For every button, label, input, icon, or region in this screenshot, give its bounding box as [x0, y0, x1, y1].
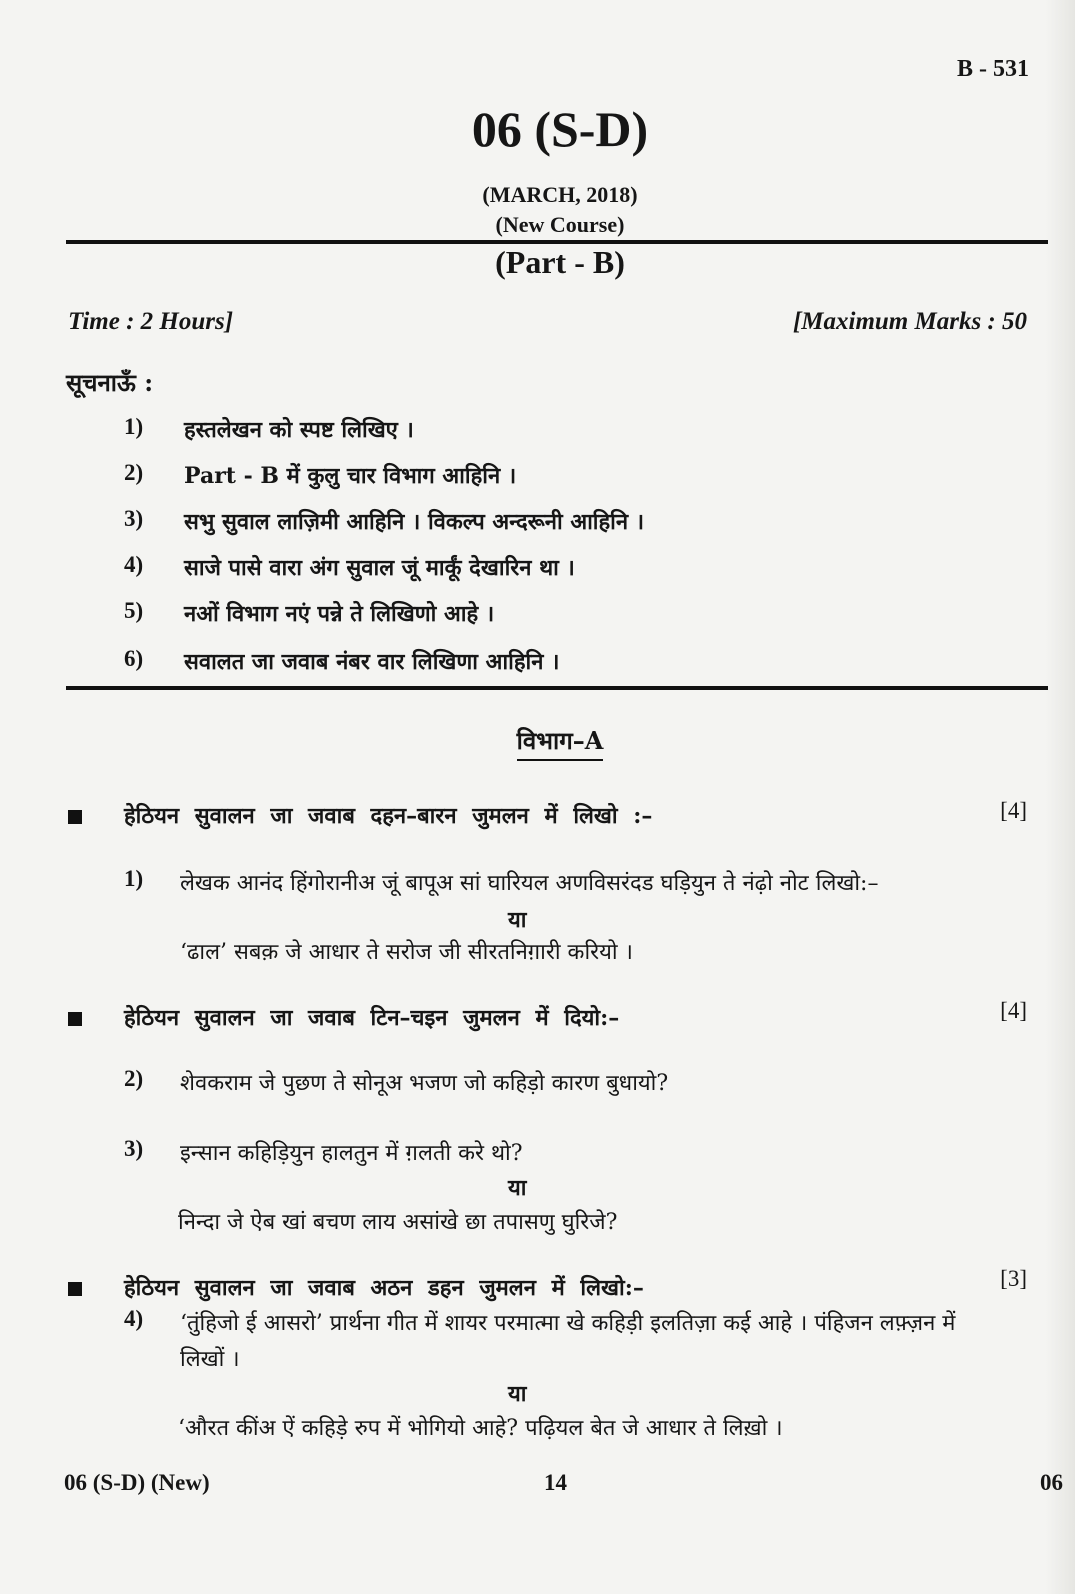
alternate-question-text: ‘ढाल’ सबक़ जे आधार ते सरोज जी सीरतनिग़ारी करियो । — [180, 940, 633, 965]
section-title — [0, 724, 1075, 757]
exam-month: (MARCH, 2018) — [482, 182, 638, 207]
question-number: 1) — [124, 866, 144, 891]
bullet-icon — [68, 810, 82, 824]
instruction-number: 5) — [124, 598, 144, 623]
instruction-text: सभु सुवाल लाज़िमी आहिनि । विकल्प अन्दरूनी आहिनि । — [184, 509, 645, 535]
alternate-question-text: निन्दा जे ऐब खां बचण लाय असांखे छा तपासणु घुरिजे? — [178, 1210, 618, 1235]
instruction-item — [124, 506, 644, 536]
paper-title: 06 (S-D) — [471, 101, 649, 157]
instruction-item — [124, 414, 414, 444]
page-edge — [1045, 0, 1075, 1594]
question-number: 2) — [124, 1066, 144, 1091]
bullet-icon — [68, 1282, 82, 1296]
section-title-text: विभाग–A — [517, 726, 604, 761]
paper-code: B - 531 — [957, 56, 1029, 82]
or-label: या — [508, 907, 527, 933]
bullet-icon — [68, 1012, 82, 1026]
instruction-item — [124, 646, 559, 676]
marks-label: [3] — [1000, 1266, 1027, 1291]
or-label: या — [508, 1175, 527, 1201]
instruction-text: नओं विभाग नएं पन्ने ते लिखिणो आहे । — [184, 601, 495, 627]
instruction-text: Part - B में कुलु चार विभाग आहिनि । — [184, 463, 517, 489]
question-text: इन्सान कहिड़ियुन हालतुन में ग़लती करे थो? — [180, 1141, 523, 1166]
question-item — [124, 1066, 984, 1102]
footer-paper-code: 06 (S-D) (New) — [64, 1470, 210, 1495]
or-label: या — [508, 1381, 527, 1407]
instruction-number: 6) — [124, 646, 144, 671]
instruction-text: हस्तलेखन को स्पष्ट लिखिए । — [184, 417, 414, 443]
alternate-question-text: ‘औरत कींअ ऐं कहिड़े रुप में भोगियो आहे? पढ़ियल बेत जे आधार ते लिख़ो । — [178, 1416, 783, 1441]
question-item — [124, 866, 1004, 902]
instruction-number: 1) — [124, 414, 144, 439]
question-number: 4) — [124, 1306, 144, 1331]
footer-next-page-code: 06 — [1040, 1470, 1063, 1495]
instruction-number: 3) — [124, 506, 144, 531]
question-text: ‘तुंहिजो ई आसरो’ प्रार्थना गीत में शायर परमात्मा खे कहिड़ी इलतिज़ा कई आहे । पंहिजन लफ़्ज़न में लिखों । — [180, 1311, 956, 1372]
question-item — [124, 1136, 984, 1172]
instructions-heading: सूचनाऊँ : — [66, 368, 154, 397]
part-label: (Part - B) — [495, 244, 625, 280]
time-limit: Time : 2 Hours] — [68, 308, 234, 335]
question-number: 3) — [124, 1136, 144, 1161]
instruction-item — [124, 598, 494, 628]
page-number: 14 — [544, 1470, 567, 1495]
max-marks: [Maximum Marks : 50 — [792, 308, 1027, 335]
marks-label: [4] — [1000, 998, 1027, 1023]
instruction-item — [124, 460, 516, 490]
instructions-rule — [66, 686, 1048, 690]
instruction-item — [124, 552, 575, 582]
question-text: शेवकराम जे पुछण ते सोनूअ भजण जो कहिड़ो कारण बुधायो? — [180, 1071, 669, 1096]
question-item — [124, 1306, 984, 1378]
question-text: लेखक आनंद हिंगोरानीअ जूं बापूअ सां घारियल अणविसरंदड घड़ियुन ते नंढ़ो नोट लिखो:– — [180, 871, 879, 896]
instruction-number: 4) — [124, 552, 144, 577]
question-group-heading: हेठियन सुवालन जा जवाब अठन डहन जुमलन में लिखो:– — [124, 1275, 644, 1301]
question-group-heading: हेठियन सुवालन जा जवाब दहन–बारन जुमलन में लिखो :– — [124, 803, 653, 829]
marks-label: [4] — [1000, 798, 1027, 823]
instruction-text: साजे पासे वारा अंग सुवाल जूं मार्कूं देखारिन था । — [184, 555, 575, 581]
instruction-number: 2) — [124, 460, 144, 485]
question-group-heading: हेठियन सुवालन जा जवाब टिन–चइन जुमलन में दियो:– — [124, 1005, 620, 1031]
course-label: (New Course) — [495, 212, 625, 237]
instruction-text: सवालत जा जवाब नंबर वार लिखिणा आहिनि । — [184, 649, 560, 675]
